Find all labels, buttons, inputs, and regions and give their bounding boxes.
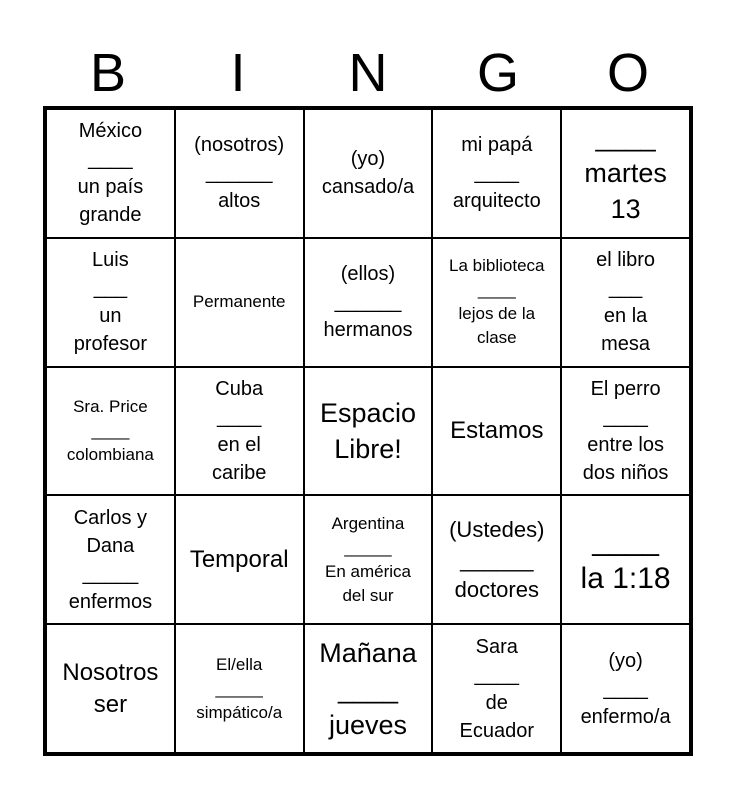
bingo-cell [304,624,433,753]
cell-text: (Ustedes) ______ doctores [449,516,545,602]
bingo-cell [175,624,304,753]
bingo-cell [175,495,304,624]
bingo-cell [561,367,690,496]
bingo-cell [561,109,690,238]
cell-text: el libro ___ en la mesa [596,249,656,356]
cell-text: El/ella _____ simpático/a [196,654,283,722]
cell-text: Luis ___ un profesor [73,249,148,356]
cell-text: mi papá ____ arquitecto [452,134,541,213]
bingo-cell [432,238,561,367]
bingo-cell [432,367,561,496]
cell-text: (yo) ____ enfermo/a [580,649,671,728]
cell-text: Argentina _____ En américa del sur [325,513,411,605]
bingo-cell [46,367,175,496]
bingo-cell [175,367,304,496]
bingo-cell [46,238,175,367]
bingo-cell [46,624,175,753]
cell-text: La biblioteca ____ lejos de la clase [449,256,545,348]
header-letter-o: O [606,43,649,103]
bingo-cell [432,109,561,238]
bingo-cell [432,495,561,624]
cell-text: México ____ un país grande [77,120,144,227]
bingo-board [43,106,693,756]
cell-text: Sara ____ de Ecuador [459,635,535,742]
cell-text: Permanente [192,292,286,312]
cell-text: Estamos [450,416,544,444]
cell-text: Espacio Libre! [319,397,417,464]
cell-text: (yo) cansado/a [321,148,415,199]
header-letter-b: B [89,43,127,103]
cell-text: Mañana ____ jueves [319,637,417,740]
cell-text: El perro ____ entre los dos niños [582,377,669,484]
bingo-header [43,40,693,106]
free-space-cell [304,367,433,496]
cell-text: Cuba ____ en el caribe [211,377,267,484]
bingo-cell [46,109,175,238]
cell-text: (ellos) ______ hermanos [323,263,413,342]
header-letter-n: N [348,43,388,103]
header-letter-g: G [476,43,519,103]
bingo-cell [304,238,433,367]
cell-text: Carlos y Dana _____ enfermos [68,506,153,613]
bingo-cell [175,109,304,238]
cell-text: Nosotros ser [62,658,159,718]
cell-text: ____ la 1:18 [580,523,671,595]
bingo-cell [304,495,433,624]
bingo-cell [561,238,690,367]
bingo-cell [561,624,690,753]
header-letter-i: I [230,43,246,103]
bingo-cell [175,238,304,367]
cell-text: Temporal [189,545,289,573]
cell-text: ____ martes 13 [584,122,667,225]
cell-text: (nosotros) ______ altos [194,134,285,213]
bingo-cell [304,109,433,238]
bingo-cell [561,495,690,624]
cell-text: Sra. Price ____ colombiana [66,396,154,464]
bingo-cell [432,624,561,753]
bingo-cell [46,495,175,624]
